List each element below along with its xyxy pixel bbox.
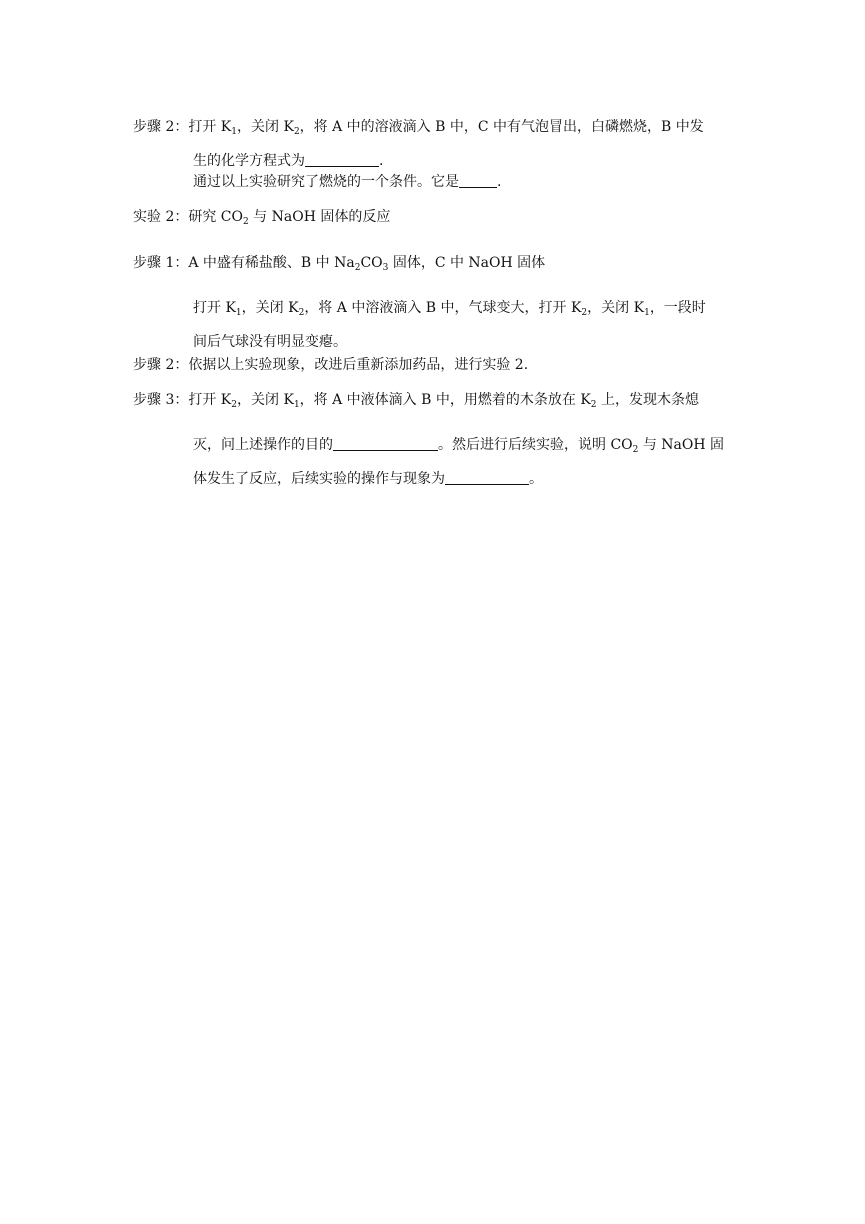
subscript: 2 [581, 308, 588, 318]
equation-line [193, 151, 383, 171]
text-span: 实验 2：研究 CO [133, 209, 243, 225]
subscript: 2 [298, 308, 305, 318]
text-span: 体发生了反应，后续实验的操作与现象为 [193, 471, 445, 487]
text-span: 固体，C 中 NaOH 固体 [388, 255, 546, 271]
text-span: 灭，问上述操作的目的 [193, 437, 333, 453]
text-span: 。 [529, 471, 543, 487]
text-span: . [379, 153, 384, 169]
text-span: 打开 K [193, 300, 236, 316]
procedure-line [193, 298, 706, 318]
text-span: 步骤 1：A 中盛有稀盐酸、B 中 Na [133, 255, 355, 271]
text-span: ，关闭 K [241, 300, 299, 316]
text-span: 与 NaOH 固 [638, 437, 725, 453]
answer-blank-condition[interactable] [459, 173, 497, 188]
text-span: CO [360, 255, 383, 271]
answer-blank-equation[interactable] [305, 152, 379, 167]
text-span: 与 NaOH 固体的反应 [248, 209, 391, 225]
step-3-line [133, 390, 699, 410]
step-1-line [133, 253, 545, 273]
text-span: 生的化学方程式为 [193, 153, 305, 169]
text-span: ，关闭 K [237, 119, 294, 135]
subscript: 1 [235, 308, 242, 318]
subscript: 2 [293, 127, 300, 137]
subscript: 2 [632, 445, 639, 455]
text-span: ，将 A 中溶液滴入 B 中，气球变大，打开 K [304, 300, 582, 316]
answer-blank-purpose[interactable] [333, 436, 438, 451]
follow-up-line [193, 469, 543, 489]
text-span: . [497, 174, 502, 190]
text-span: ，将 A 中的溶液滴入 B 中，C 中有气泡冒出，白磷燃烧，B 中发 [299, 119, 704, 135]
text-span: ，一段时 [649, 300, 706, 316]
answer-blank-follow-up[interactable] [445, 470, 529, 485]
text-span: 间后气球没有明显变瘪。 [193, 334, 347, 350]
step-2-line [133, 117, 704, 137]
subscript: 1 [293, 400, 300, 410]
subscript: 2 [231, 400, 238, 410]
text-span: ，关闭 K [587, 300, 645, 316]
text-span: 通过以上实验研究了燃烧的一个条件。它是 [193, 174, 459, 190]
text-span: 步骤 2：依据以上实验现象，改进后重新添加药品，进行实验 2. [133, 357, 529, 373]
subscript: 2 [354, 263, 361, 273]
condition-line [193, 172, 501, 192]
text-span: 。然后进行后续实验，说明 CO [438, 437, 633, 453]
step-2b-line [133, 355, 528, 375]
experiment-2-heading [133, 207, 390, 227]
text-span: ，将 A 中液体滴入 B 中，用燃着的木条放在 K [299, 392, 591, 408]
text-span: ，关闭 K [237, 392, 294, 408]
subscript: 1 [231, 127, 238, 137]
step-2-text: 步骤 2：打开 K [133, 119, 232, 135]
text-span: 步骤 3：打开 K [133, 392, 232, 408]
subscript: 2 [243, 217, 249, 227]
subscript: 1 [644, 308, 650, 318]
subscript: 2 [590, 400, 597, 410]
purpose-line [193, 435, 724, 455]
text-span: 上，发现木条熄 [596, 392, 699, 408]
observation-line [193, 332, 347, 352]
subscript: 3 [382, 263, 389, 273]
